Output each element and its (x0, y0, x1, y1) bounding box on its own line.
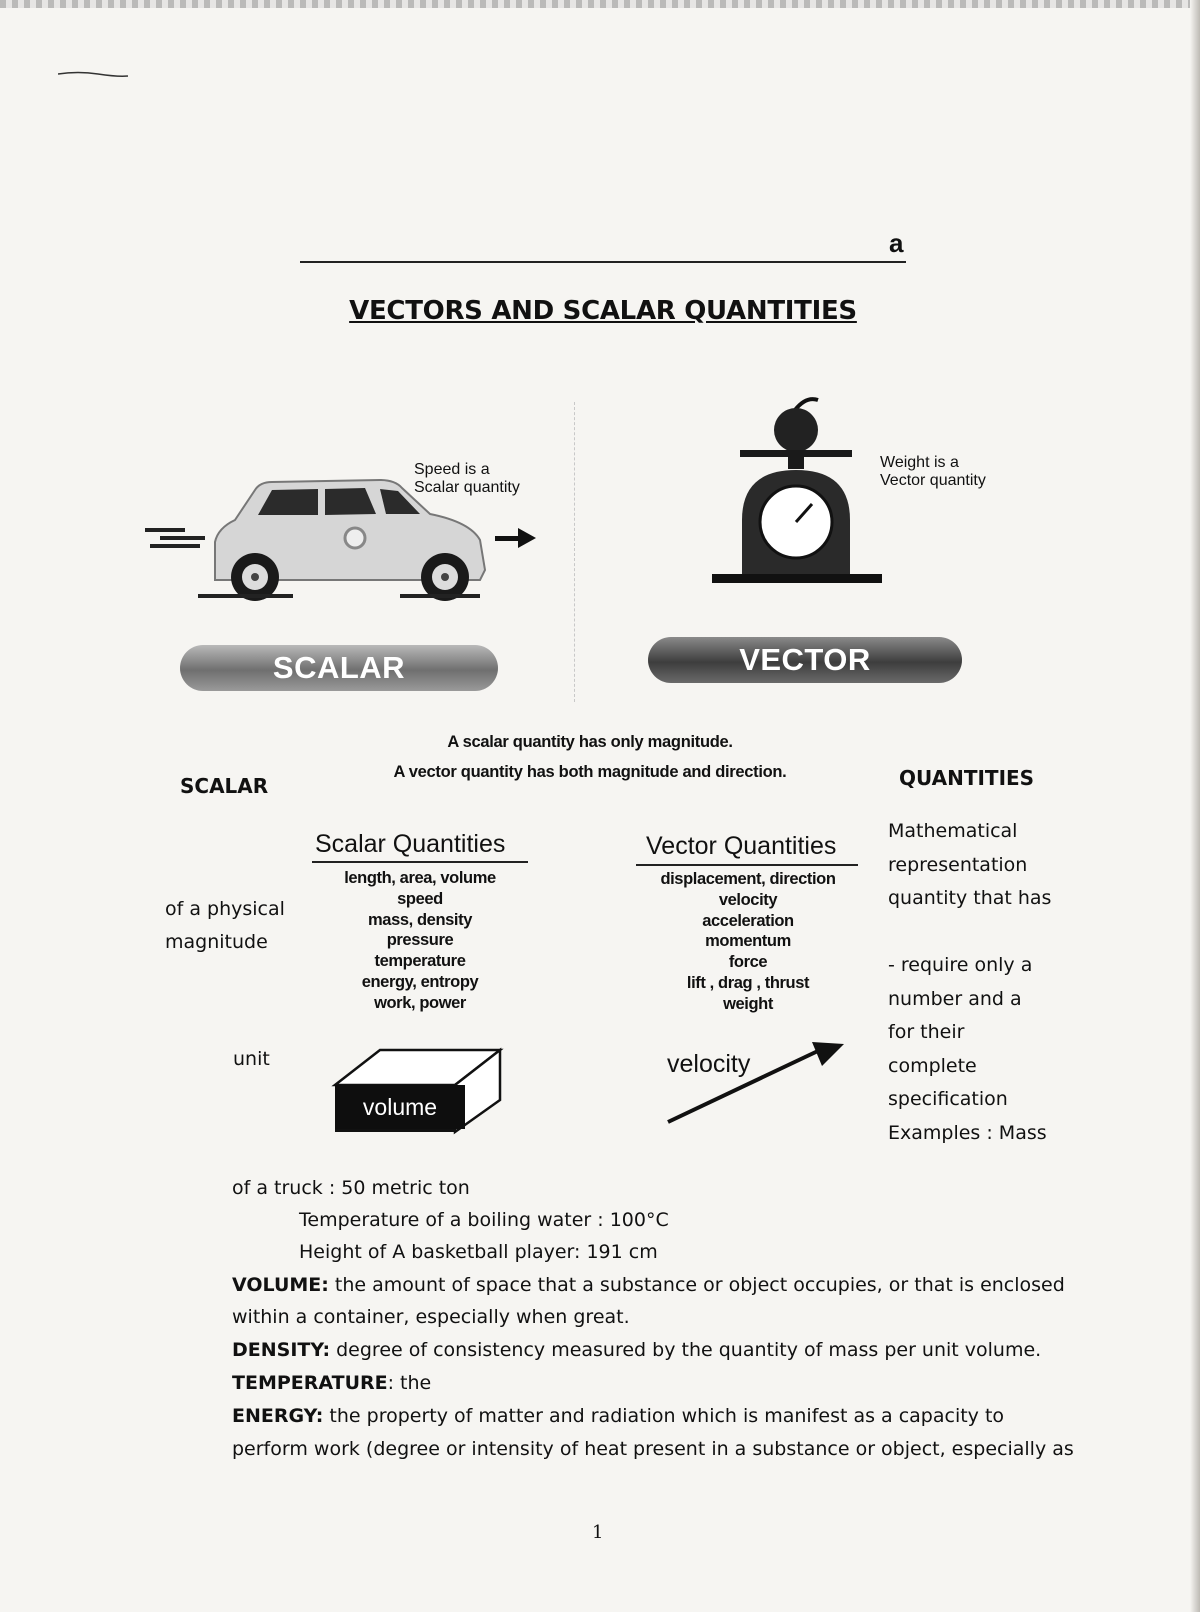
right-text-line: representation (888, 853, 1028, 876)
front-wheel-icon (231, 553, 279, 601)
speed-callout: Speed is a Scalar quantity (414, 461, 520, 496)
list-item: lift , drag , thrust (686, 973, 810, 992)
speed-lines-icon (145, 528, 205, 548)
unit-text: unit (233, 1048, 270, 1070)
vector-quantities-heading: Vector Quantities (646, 832, 837, 860)
list-item: pressure (386, 931, 454, 950)
illustration-divider (574, 402, 575, 702)
scalar-pill: SCALAR (180, 645, 498, 691)
left-text-line: magnitude (165, 931, 268, 953)
scalar-heading-rule (312, 861, 528, 863)
apple-icon (774, 399, 818, 452)
vector-definition: A vector quantity has both magnitude and direction. (393, 763, 787, 781)
page-shadow (1190, 0, 1200, 1612)
list-item: work, power (374, 993, 466, 1012)
list-item: momentum (705, 932, 791, 951)
glossary-term: DENSITY: (232, 1339, 331, 1361)
weighing-scale-illustration (700, 390, 890, 600)
direction-arrow-icon (495, 528, 536, 548)
right-text-line: Examples : Mass (888, 1121, 1047, 1144)
quantities-heading: QUANTITIES (899, 766, 1035, 790)
vector-heading-rule (636, 864, 858, 866)
right-text-line: specification (888, 1088, 1008, 1110)
list-item: temperature (374, 952, 466, 971)
scalar-quantities-list (310, 868, 530, 1014)
definitions (330, 727, 850, 787)
list-item: weight (723, 994, 773, 1013)
glossary-term: TEMPERATURE (232, 1372, 388, 1394)
list-item: energy, entropy (361, 972, 479, 991)
density-definition: DENSITY: degree of consistency measured by the quantity of mass per unit volume. (232, 1339, 1042, 1361)
right-text-line: number and a (888, 987, 1022, 1010)
volume-definition: VOLUME: the amount of space that a substance or object occupies, or that is enclosed (232, 1274, 1065, 1296)
vector-quantities-list (628, 869, 868, 1015)
right-text-line: for their (888, 1021, 965, 1043)
pen-stroke-mark (58, 70, 128, 78)
scale-dial-icon (760, 486, 832, 558)
example-line: Height of A basketball player: 191 cm (299, 1241, 658, 1263)
energy-definition: ENERGY: the property of matter and radiation which is manifest as a capacity to (232, 1405, 1005, 1427)
right-text-line: complete (888, 1054, 977, 1077)
binder-edge (0, 0, 1200, 8)
glossary-term: VOLUME: (232, 1274, 329, 1296)
header-letter: a (889, 228, 904, 258)
list-item: displacement, direction (660, 870, 836, 888)
rear-wheel-icon (421, 553, 469, 601)
list-item: speed (397, 889, 443, 908)
list-item: acceleration (702, 911, 794, 930)
glossary-term: ENERGY: (232, 1405, 324, 1427)
header-rule (300, 261, 906, 263)
scalar-quantities-heading: Scalar Quantities (315, 830, 506, 858)
list-item: mass, density (368, 910, 472, 929)
right-text-line: Mathematical (888, 820, 1018, 842)
vector-pill: VECTOR (648, 637, 962, 683)
right-column-text (888, 815, 1088, 1150)
page-title: VECTORS AND SCALAR QUANTITIES (349, 296, 857, 326)
list-item: velocity (718, 890, 778, 909)
temperature-definition: TEMPERATURE: the (232, 1372, 432, 1394)
right-text-spacer (888, 916, 1088, 950)
left-text-line: of a physical (165, 898, 285, 920)
example-line: of a truck : 50 metric ton (232, 1177, 470, 1199)
right-text-line: quantity that has (888, 887, 1052, 909)
volume-label: volume (335, 1085, 465, 1129)
list-item: force (728, 953, 768, 972)
weight-callout: Weight is a Vector quantity (880, 454, 986, 489)
page-number: 1 (592, 1522, 604, 1543)
scalar-heading: SCALAR (180, 774, 269, 798)
list-item: length, area, volume (344, 869, 496, 887)
scalar-definition: A scalar quantity has only magnitude. (447, 733, 733, 751)
volume-definition-cont: within a container, especially when great. (232, 1306, 630, 1328)
velocity-label: velocity (667, 1050, 751, 1078)
example-line: Temperature of a boiling water : 100°C (299, 1209, 669, 1231)
energy-definition-cont: perform work (degree or intensity of heat present in a substance or object, especially as (232, 1438, 1074, 1460)
right-text-line: - require only a (888, 954, 1033, 976)
